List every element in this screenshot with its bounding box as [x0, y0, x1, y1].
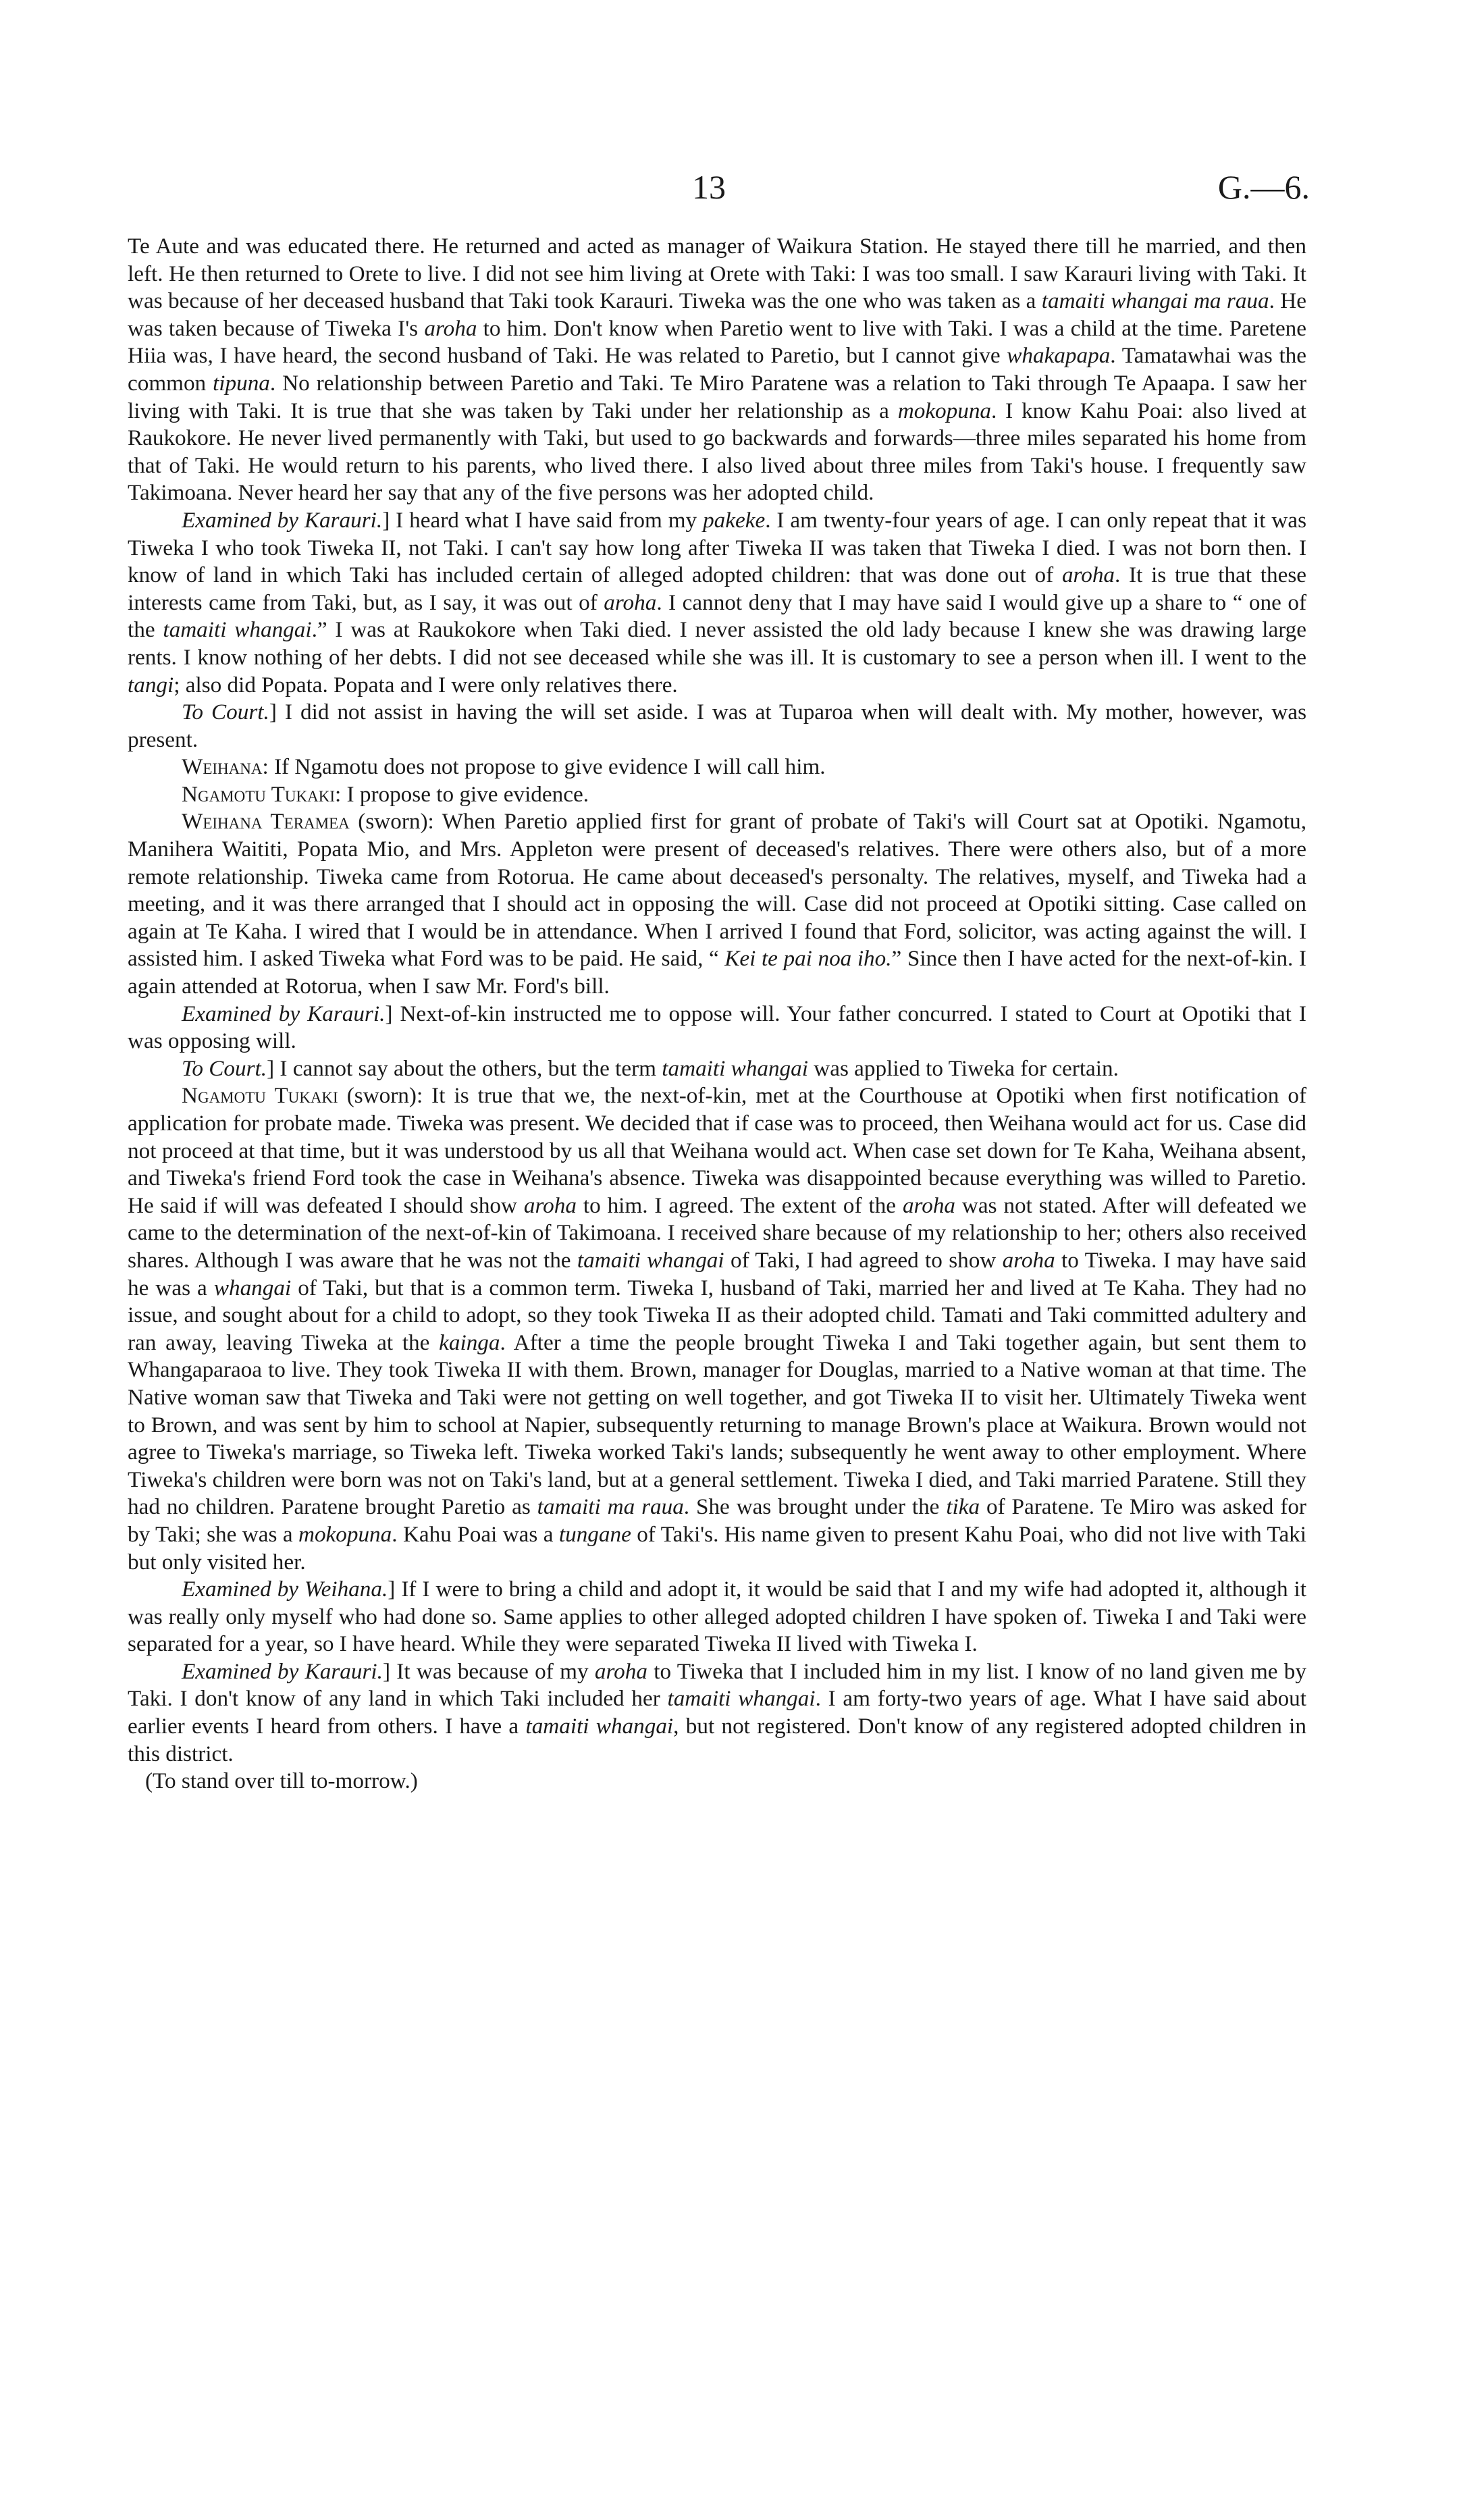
italic-term: tamaiti whangai ma raua — [1041, 288, 1269, 314]
italic-term: whangai — [213, 1275, 292, 1300]
text-run: : If Ngamotu does not propose to give evidence I will call him. — [262, 754, 826, 780]
speaker-name: Weihana — [182, 754, 263, 780]
text-run: . I know Kahu Poai: also lived at Raukokore. He never lived permanently with Taki, but used to go backwards and forwards—three miles separated his home from that of Taki. He would return to his parents, who lived there. I also lived about three miles from Taki's house. I frequently saw Takimoana. Never heard her say that any of the five persons was her adopted child. — [128, 398, 1306, 506]
speaker-name: Weihana Teramea — [182, 809, 350, 835]
text-run: to him. Don't know when Paretio went to live with Taki. I was a child at the time. Paretene Hiia was, I have heard, the second husband of Taki. He was related to Paretio, but I cannot give — [128, 315, 1307, 369]
text-run: of Taki, but that is a common term. Tiweka I, husband of Taki, married her and lived at Te Kaha. They had no issue, and sought about for a child to adopt, so they took Tiweka II as their adopted child. Tamati and Taki committed adultery and ran away, leaving Tiweka at the — [128, 1275, 1307, 1355]
text-run: . She was brought under the — [683, 1494, 947, 1520]
italic-term: tamaiti whangai — [163, 617, 312, 643]
italic-term: Examined by Karauri. — [182, 1658, 383, 1684]
italic-term: aroha — [523, 1192, 577, 1218]
text-run: . It is true that these interests came from Taki, but, as I say, it was out of — [128, 562, 1306, 615]
italic-term: tamaiti whangai — [525, 1714, 674, 1739]
paragraph-examined-by-weihana — [128, 1576, 1306, 1658]
text-run: (To stand over till to-morrow.) — [145, 1768, 418, 1794]
paper-reference: G.—6. — [1217, 168, 1310, 206]
italic-term: aroha — [604, 589, 657, 615]
italic-term: Kei te pai noa iho. — [724, 946, 892, 972]
italic-term: tika — [946, 1494, 980, 1520]
speaker-name: Ngamotu Tukaki — [182, 781, 335, 807]
text-run: to Tiweka. I may have said he was a — [128, 1247, 1307, 1300]
text-run: . I am twenty-four years of age. I can only repeat that it was Tiweka I who took Tiweka II, not Taki. I can't say how long after Tiweka II was taken that Tiweka I died. I was not born then. I know of land in which Taki has included certain of alleged adopted children: that was done out of — [128, 507, 1307, 588]
italic-term: tangi — [128, 672, 174, 697]
text-run: . No relationship between Paretio and Taki. Te Miro Paratene was a relation to Taki through Te Apaapa. I saw her living with Taki. It is true that she was taken by Taki under her relationship as a — [128, 370, 1306, 423]
italic-term: Examined by Weihana. — [182, 1577, 388, 1602]
text-run: (sworn): When Paretio applied first for grant of probate of Taki's will Court sat at Opotiki. Ngamotu, Manihera Waititi, Popata Mio, and Mrs. Appleton were present of deceased's relatives. There were others also, but of a more remote relationship. Tiweka came from Rotorua. He came about deceased's personalty. The relatives, myself, and Tiweka had a meeting, and it was there arranged that I should act in opposing the will. Case did not proceed at Opotiki sitting. Case called on again at Te Kaha. I wired that I would be in attendance. When I arrived I found that Ford, solicitor, was acting against the will. I assisted him. I asked Tiweka what Ford was to be paid. He said, “ — [128, 809, 1306, 972]
text-run: . I cannot deny that I may have said I would give up a share to “ one of the — [128, 589, 1307, 643]
text-run: ] It was because of my — [382, 1658, 595, 1684]
italic-term: tamaiti whangai — [667, 1686, 816, 1712]
adjournment-note — [128, 1768, 1306, 1795]
text-run: ] I heard what I have said from my — [382, 507, 704, 533]
italic-term: mokopuna — [897, 398, 992, 423]
italic-term: whakapapa — [1007, 343, 1111, 369]
text-run: was not stated. After will defeated we came to the determination of the next-of-kin of Takimoana. I received share because of my relationship to her; others also received shares. Although I was aware that he was not the — [128, 1192, 1307, 1273]
speaker-name: Ngamotu Tukaki — [182, 1083, 338, 1109]
paragraph-to-court — [128, 1055, 1306, 1083]
italic-term: To Court. — [182, 1055, 267, 1081]
text-run: to Tiweka that I included him in my list. I know of no land given me by Taki. I don't know of any land in which Taki included her — [128, 1658, 1306, 1712]
paragraph-ngamotu-statement — [128, 781, 1306, 809]
italic-term: mokopuna — [298, 1521, 392, 1547]
text-run: . I am forty-two years of age. What I have said about earlier events I heard from others. I have a — [128, 1686, 1306, 1739]
paragraph-continuation — [128, 233, 1306, 507]
italic-term: tungane — [558, 1521, 631, 1547]
italic-term: Examined by Karauri. — [182, 1001, 386, 1026]
italic-term: aroha — [1002, 1247, 1055, 1273]
text-run: ; also did Popata. Popata and I were only relatives there. — [174, 672, 678, 697]
text-run: ” Since then I have acted for the next-of-kin. I again attended at Rotorua, when I saw Mr. Ford's bill. — [128, 946, 1306, 999]
page-number: 13 — [692, 168, 726, 206]
text-run: ] I did not assist in having the will set aside. I was at Tuparoa when will dealt with. My mother, however, was present. — [128, 700, 1306, 752]
page-header — [0, 167, 1484, 215]
document-body — [128, 233, 1306, 1795]
text-run: of Paratene. Te Miro was asked for by Taki; she was a — [128, 1494, 1306, 1547]
text-run: . He was taken because of Tiweka I's — [128, 288, 1307, 341]
italic-term: aroha — [1061, 562, 1115, 588]
text-run: . After a time the people brought Tiweka I and Taki together again, but sent them to Whangaparaoa to live. They took Tiweka II with them. Brown, manager for Douglas, married to a Native woman at that time. The Native woman saw that Tiweka and Taki were not getting on well together, and got Tiweka II to visit her. Ultimately Tiweka went to Brown, and was sent by him to school at Napier, subsequently returning to manage Brown's place at Waikura. Brown would not agree to Tiweka's marriage, so Tiweka left. Tiweka worked Taki's lands; subsequently he went away to other employment. Where Tiweka's children were born was not on Taki's land, but at a general settlement. Tiweka I died, and Taki married Paratene. Still they had no children. Paratene brought Paretio as — [128, 1329, 1306, 1520]
italic-term: Examined by Karauri. — [182, 507, 383, 533]
paragraph-weihana-teramea-evidence — [128, 808, 1306, 1000]
italic-term: tipuna — [213, 370, 270, 396]
italic-term: tamaiti ma raua — [537, 1494, 684, 1520]
text-run: ] Next-of-kin instructed me to oppose will. Your father concurred. I stated to Court at Opotiki that I was opposing will. — [128, 1001, 1306, 1054]
paragraph-examined-by-karauri — [128, 507, 1306, 699]
italic-term: aroha — [424, 315, 477, 341]
text-run: was applied to Tiweka for certain. — [807, 1055, 1119, 1081]
text-run: . Tamatawhai was the common — [128, 343, 1306, 396]
paragraph-examined-by-karauri — [128, 1001, 1306, 1055]
text-run: . Kahu Poai was a — [392, 1521, 559, 1547]
italic-term: To Court. — [182, 700, 269, 725]
italic-term: tamaiti whangai — [662, 1055, 808, 1081]
italic-term: kainga — [439, 1329, 500, 1355]
italic-term: aroha — [902, 1192, 956, 1218]
text-run: .” I was at Raukokore when Taki died. I never assisted the old lady because I knew she was drawing large rents. I know nothing of her debts. I did not see deceased while she was ill. It is customary to see a person when ill. I went to the — [128, 617, 1306, 670]
text-run: ] I cannot say about the others, but the term — [267, 1055, 662, 1081]
text-run: : I propose to give evidence. — [334, 781, 589, 807]
text-run: of Taki, I had agreed to show — [724, 1247, 1003, 1273]
text-run: of Taki's. His name given to present Kahu Poai, who did not live with Taki but only visited her. — [128, 1521, 1306, 1575]
paragraph-ngamotu-tukaki-evidence — [128, 1082, 1306, 1576]
text-run: Te Aute and was educated there. He returned and acted as manager of Waikura Station. He stayed there till he married, and then left. He then returned to Orete to live. I did not see him living at Orete with Taki: I was too small. I saw Karauri living with Taki. It was because of her deceased husband that Taki took Karauri. Tiweka was the one who was taken as a — [128, 234, 1306, 314]
italic-term: pakeke — [703, 507, 766, 533]
text-run: (sworn): It is true that we, the next-of-kin, met at the Courthouse at Opotiki when first notification of application for probate made. Tiweka was present. We decided that if case was to proceed, then Weihana would act for us. Case did not proceed at that time, but it was understood by us all that Weihana would act. When case set down for Te Kaha, Weihana absent, and Tiweka's friend Ford took the case in Weihana's absence. Tiweka was disappointed because everything was willed to Paretio. He said if will was defeated I should show — [128, 1083, 1306, 1218]
italic-term: tamaiti whangai — [577, 1247, 724, 1273]
text-run: to him. I agreed. The extent of the — [576, 1192, 903, 1218]
paragraph-weihana-statement — [128, 754, 1306, 781]
text-run: , but not registered. Don't know of any registered adopted children in this district. — [128, 1714, 1306, 1766]
italic-term: aroha — [594, 1658, 647, 1684]
paragraph-to-court — [128, 699, 1306, 754]
text-run: ] If I were to bring a child and adopt it, it would be said that I and my wife had adopted it, although it was really only myself who had done so. Same applies to other alleged adopted children I have spoken of. Tiweka I and Taki were separated for a year, so I have heard. While they were separated Tiweka II lived with Tiweka I. — [128, 1577, 1306, 1657]
paragraph-examined-by-karauri — [128, 1658, 1306, 1768]
